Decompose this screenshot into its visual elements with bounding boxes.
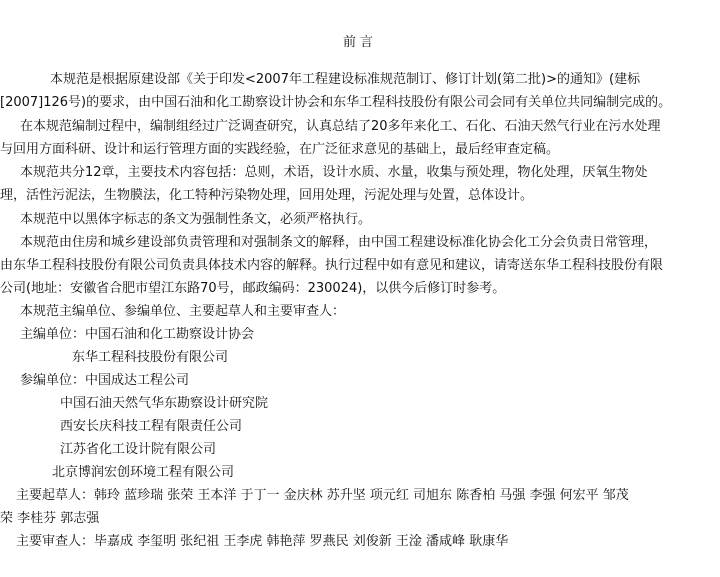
chief-editor-line: 东华工程科技股份有限公司	[72, 350, 229, 365]
paragraph-line: 由东华工程科技股份有限公司负责具体技术内容的解释。执行过程中如有意见和建议，请寄送东华工程科技股份有限	[0, 258, 664, 273]
paragraph-line: 本规范中以黑体字标志的条文为强制性条文，必须严格执行。	[20, 212, 372, 227]
paragraph-line: 在本规范编制过程中，编制组经过广泛调查研究，认真总结了20多年来化工、石化、石油天然气行业在污水处理	[20, 119, 661, 134]
reviewers-line: 主要审查人：毕嘉成 李玺明 张纪祖 王李虎 韩艳萍 罗燕民 刘俊新 王淦 潘咸峰 耿康华	[16, 534, 509, 549]
paragraph-line: 与回用方面科研、设计和运行管理方面的实践经验，在广泛征求意见的基础上，最后经审查定稿。	[0, 142, 560, 157]
participant-line: 中国石油天然气华东勘察设计研究院	[60, 396, 269, 411]
paragraph-line: 理，活性污泥法，生物膜法，化工特种污染物处理，回用处理，污泥处理与处置，总体设计。	[0, 188, 534, 203]
participant-line: 参编单位：中国成达工程公司	[20, 373, 190, 388]
participant-line: 西安长庆科技工程有限责任公司	[60, 419, 243, 434]
participant-line: 北京博润宏创环境工程有限公司	[52, 465, 235, 480]
paragraph-line: 本规范主编单位、参编单位、主要起草人和主要审查人：	[20, 304, 346, 319]
chief-editor-line: 主编单位：中国石油和化工勘察设计协会	[20, 327, 255, 342]
paragraph-line: 本规范是根据原建设部《关于印发<2007年工程建设标准规范制订、修订计划(第二批)>的通知》(建标	[50, 72, 641, 87]
drafters-line: 主要起草人：韩玲 蓝珍瑞 张荣 王本洋 于丁一 金庆林 苏升坚 项元红 司旭东 陈香柏 马强 李强 何宏平 邹茂	[16, 488, 629, 503]
paragraph-line: [2007]126号)的要求，由中国石油和化工勘察设计协会和东华工程科技股份有限公司会同有关单位共同编制完成的。	[0, 95, 672, 110]
drafters-line: 荣 李桂芬 郭志强	[0, 511, 100, 526]
paragraph-line: 本规范共分12章，主要技术内容包括：总则，术语，设计水质、水量，收集与预处理，物化处理，厌氧生物处	[20, 165, 648, 180]
document-title: 前言	[342, 35, 377, 50]
paragraph-line: 本规范由住房和城乡建设部负责管理和对强制条文的解释，由中国工程建设标准化协会化工分会负责日常管理，	[20, 235, 658, 250]
participant-line: 江苏省化工设计院有限公司	[60, 442, 217, 457]
paragraph-line: 公司(地址：安徽省合肥市望江东路70号，邮政编码：230024)，以供今后修订时参考。	[0, 281, 506, 296]
